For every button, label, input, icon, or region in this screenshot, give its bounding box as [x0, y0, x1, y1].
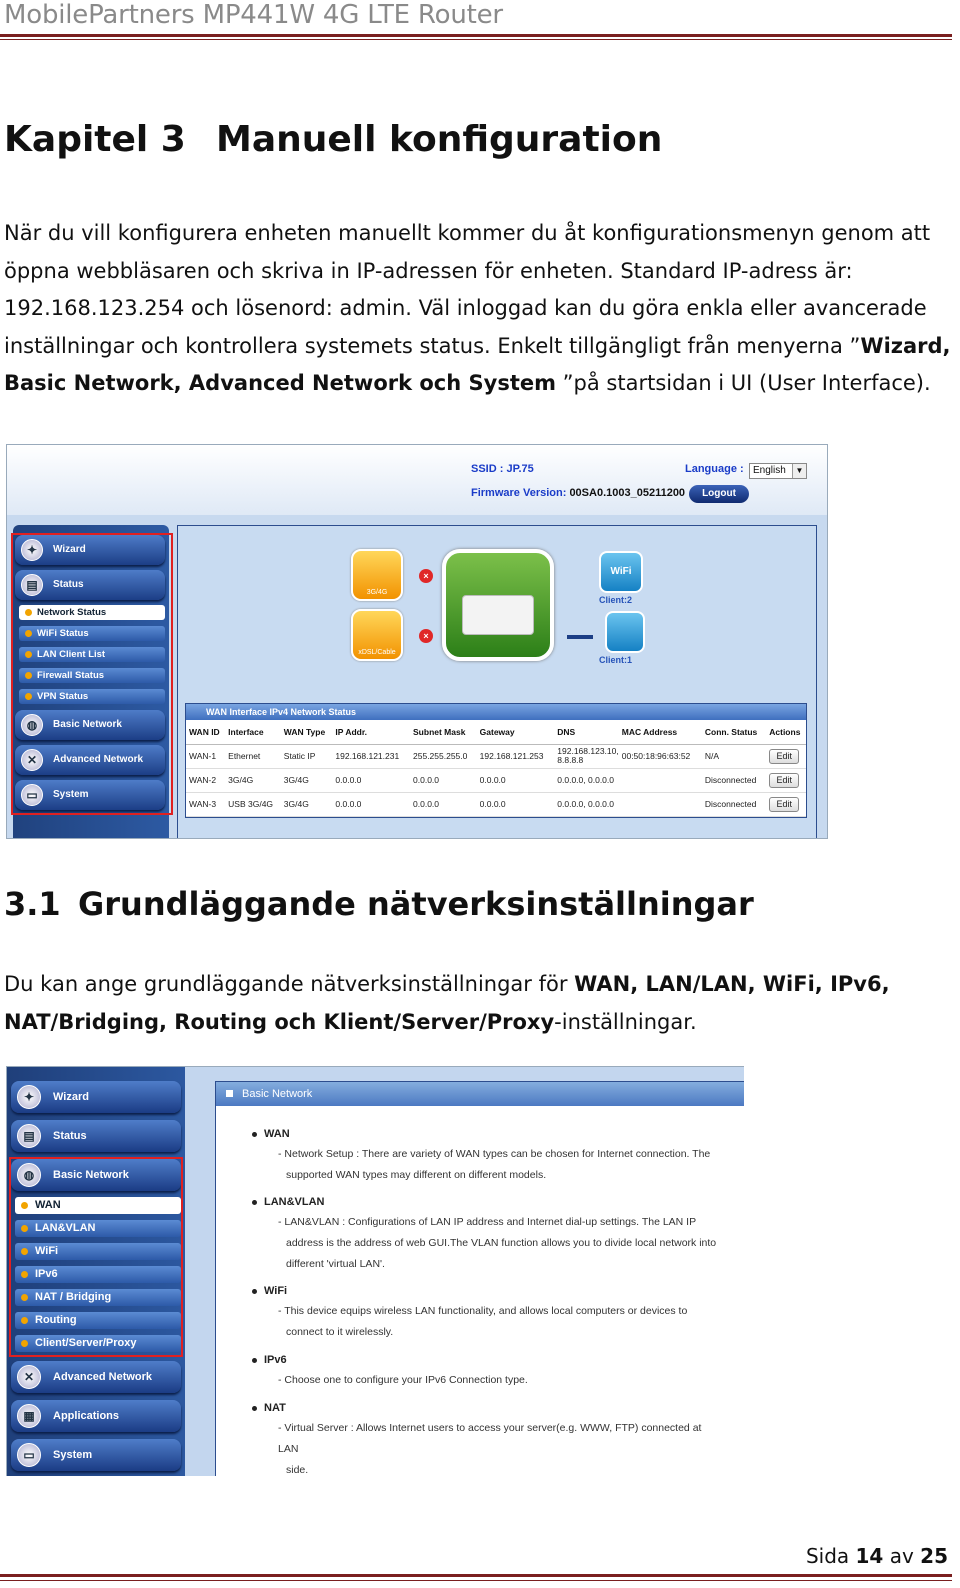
disconnected-icon: ×	[419, 569, 433, 583]
menu-advanced-network[interactable]: ✕ Advanced Network	[15, 745, 165, 775]
language-label: Language :	[685, 463, 744, 475]
language-select[interactable]: English ▼	[749, 463, 807, 479]
header-rule	[0, 34, 952, 37]
table-cell: 192.168.123.10, 8.8.8.8	[554, 744, 618, 768]
wizard-icon: ✦	[21, 539, 43, 561]
table-row	[186, 792, 806, 816]
table-cell: N/A	[702, 744, 766, 768]
3g4g-icon: 3G/4G	[351, 549, 403, 601]
intro-line: 192.168.123.254 och lösenord: admin. Väl inloggad kan du göra enkla eller avancerade	[4, 296, 927, 320]
table-cell: 192.168.121.231	[332, 744, 410, 768]
table-cell: WAN-1	[186, 744, 225, 768]
table-cell	[766, 768, 806, 792]
wifi-icon: WiFi	[599, 551, 643, 593]
menu-firewall-status[interactable]: Firewall Status	[19, 668, 165, 683]
intro-line: öppna webbläsaren och skriva in IP-adressen för enheten. Standard IP-adress är:	[4, 258, 853, 283]
menu-basic-network[interactable]: ◍ Basic Network	[11, 1159, 181, 1191]
item-description: - LAN&VLAN : Configurations of LAN IP address and Internet dial-up settings. The LAN IP address is the address of web GUI.The VLAN function allows you to divide local network into different 'virtual LAN'.	[278, 1216, 717, 1270]
wizard-icon: ✦	[17, 1085, 41, 1109]
highlight-box	[9, 1157, 183, 1357]
menu-wifi[interactable]: WiFi	[15, 1243, 181, 1260]
intro-line: inställningar och kontrollera systemets status. Enkelt tillgängligt från menyerna ”Wizard,	[4, 333, 951, 358]
basic-network-screenshot	[6, 1066, 744, 1476]
ssid-label: SSID : JP.75	[471, 463, 534, 475]
table-cell	[619, 792, 702, 816]
highlight-box	[11, 533, 173, 815]
menu-nat-bridging[interactable]: NAT / Bridging	[15, 1289, 181, 1306]
menu-status[interactable]: ▤ Status	[15, 570, 165, 600]
tools-icon: ✕	[17, 1365, 41, 1389]
table-cell: 255.255.255.0	[410, 744, 477, 768]
table-cell: 3G/4G	[281, 768, 333, 792]
client-count-wifi: Client:2	[599, 595, 633, 605]
computer-icon	[605, 611, 645, 653]
menu-system[interactable]: ▭ System	[11, 1439, 181, 1471]
table-cell: Disconnected	[702, 792, 766, 816]
chapter-title: Manuell konfiguration	[216, 119, 663, 160]
computer-icon: ▭	[21, 784, 43, 806]
column-header: MAC Address	[619, 720, 702, 744]
menu-basic-network[interactable]: ◍ Basic Network	[15, 710, 165, 740]
table-cell: 3G/4G	[281, 792, 333, 816]
edit-button[interactable]: Edit	[769, 749, 799, 764]
computer-icon: ▭	[17, 1443, 41, 1467]
firmware-version: Firmware Version: 00SA0.1003_05211200	[471, 487, 686, 499]
router-icon	[442, 549, 554, 661]
applications-icon: ▦	[17, 1404, 41, 1428]
column-header: IP Addr.	[332, 720, 410, 744]
menu-lan-client-list[interactable]: LAN Client List	[19, 647, 165, 662]
status-chart-icon: ▤	[17, 1124, 41, 1148]
globe-icon: ◍	[21, 714, 43, 736]
document-header: MobilePartners MP441W 4G LTE Router	[4, 0, 503, 30]
menu-routing[interactable]: Routing	[15, 1312, 181, 1329]
table-cell	[766, 744, 806, 768]
menu-applications[interactable]: ▦ Applications	[11, 1400, 181, 1432]
panel-title: Basic Network	[216, 1082, 744, 1106]
table-row	[186, 768, 806, 792]
menu-client-server-proxy[interactable]: Client/Server/Proxy	[15, 1335, 181, 1352]
chevron-down-icon: ▼	[792, 464, 806, 478]
table-cell: 0.0.0.0	[410, 768, 477, 792]
section-line: Du kan ange grundläggande nätverksinställningar för WAN, LAN/LAN, WiFi, IPv6,	[4, 972, 890, 996]
table-cell: 3G/4G	[225, 768, 281, 792]
table-cell: Ethernet	[225, 744, 281, 768]
intro-line: Basic Network, Advanced Network och System ”på startsidan i UI (User Interface).	[4, 371, 931, 395]
status-chart-icon: ▤	[21, 574, 43, 596]
column-header: Actions	[766, 720, 806, 744]
column-header: WAN ID	[186, 720, 225, 744]
chapter-number: Kapitel 3	[4, 119, 186, 160]
menu-lanvlan[interactable]: LAN&VLAN	[15, 1220, 181, 1237]
section-number: 3.1	[4, 885, 61, 923]
table-cell: 0.0.0.0	[477, 768, 555, 792]
intro-paragraph	[4, 215, 954, 403]
edit-button[interactable]: Edit	[769, 773, 799, 788]
menu-wifi-status[interactable]: WiFi Status	[19, 626, 165, 641]
table-cell: 0.0.0.0	[410, 792, 477, 816]
menu-wizard[interactable]: ✦ Wizard	[15, 535, 165, 565]
table-cell	[619, 768, 702, 792]
section-paragraph	[4, 966, 954, 1041]
intro-line: När du vill konfigurera enheten manuellt kommer du åt konfigurationsmenyn genom att	[4, 221, 931, 245]
top-bar	[7, 445, 827, 515]
column-header: WAN Type	[281, 720, 333, 744]
item-title: WiFi	[264, 1285, 288, 1297]
section-line: NAT/Bridging, Routing och Klient/Server/Proxy-inställningar.	[4, 1009, 697, 1034]
globe-icon: ◍	[17, 1163, 41, 1187]
table-cell: WAN-3	[186, 792, 225, 816]
tools-icon: ✕	[21, 749, 43, 771]
header-rule-thin	[0, 39, 952, 40]
item-title: IPv6	[264, 1354, 287, 1366]
menu-network-status[interactable]: Network Status	[19, 605, 165, 620]
wan-status-table	[185, 703, 807, 818]
table-cell: 0.0.0.0, 0.0.0.0	[554, 792, 618, 816]
item-title: LAN&VLAN	[264, 1196, 325, 1208]
xdsl-cable-icon: xDSL/Cable	[351, 609, 403, 661]
router-status-screenshot	[6, 444, 828, 839]
menu-advanced-network[interactable]: ✕ Advanced Network	[11, 1361, 181, 1393]
table-cell: Static IP	[281, 744, 333, 768]
item-description: - This device equips wireless LAN functionality, and allows local computers or devices to connect to it wirelessly.	[278, 1305, 688, 1338]
item-description: - Virtual Server : Allows Internet users to access your server(e.g. WWW, FTP) connected at LAN side.	[278, 1422, 702, 1476]
section-title: Grundläggande nätverksinställningar	[78, 885, 754, 923]
edit-button[interactable]: Edit	[769, 797, 799, 812]
table-title: WAN Interface IPv4 Network Status	[186, 704, 806, 720]
item-description: - Network Setup : There are variety of WAN types can be chosen for Internet connection. The supported WAN types may different on different models.	[278, 1148, 711, 1181]
menu-vpn-status[interactable]: VPN Status	[19, 689, 165, 704]
table-header-row	[186, 720, 806, 744]
table-cell: 00:50:18:96:63:52	[619, 744, 702, 768]
column-header: DNS	[554, 720, 618, 744]
footer-rule	[0, 1574, 952, 1577]
column-header: Gateway	[477, 720, 555, 744]
table-cell: 0.0.0.0	[332, 768, 410, 792]
table-cell	[766, 792, 806, 816]
menu-ipv6[interactable]: IPv6	[15, 1266, 181, 1283]
logout-button[interactable]: Logout	[689, 485, 749, 503]
column-header: Interface	[225, 720, 281, 744]
table-cell: 192.168.121.253	[477, 744, 555, 768]
footer-rule-thin	[0, 1580, 952, 1581]
table-cell: 0.0.0.0	[332, 792, 410, 816]
column-header: Conn. Status	[702, 720, 766, 744]
table-cell: 0.0.0.0, 0.0.0.0	[554, 768, 618, 792]
table-cell: WAN-2	[186, 768, 225, 792]
table-cell: 0.0.0.0	[477, 792, 555, 816]
menu-status[interactable]: ▤ Status	[11, 1120, 181, 1152]
table-cell: Disconnected	[702, 768, 766, 792]
item-title: NAT	[264, 1402, 286, 1414]
menu-wizard[interactable]: ✦ Wizard	[11, 1081, 181, 1113]
table-cell: USB 3G/4G	[225, 792, 281, 816]
menu-system[interactable]: ▭ System	[15, 780, 165, 810]
network-diagram	[347, 549, 657, 674]
column-header: Subnet Mask	[410, 720, 477, 744]
menu-wan[interactable]: WAN	[15, 1197, 181, 1214]
item-description: - Choose one to configure your IPv6 Connection type.	[278, 1374, 528, 1386]
item-title: WAN	[264, 1128, 290, 1140]
table-row	[186, 744, 806, 768]
client-count-lan: Client:1	[599, 655, 633, 665]
page-number: Sida 14 av 25	[805, 1544, 948, 1568]
basic-network-panel	[215, 1081, 744, 1476]
lan-link-line	[567, 635, 593, 639]
disconnected-icon: ×	[419, 629, 433, 643]
